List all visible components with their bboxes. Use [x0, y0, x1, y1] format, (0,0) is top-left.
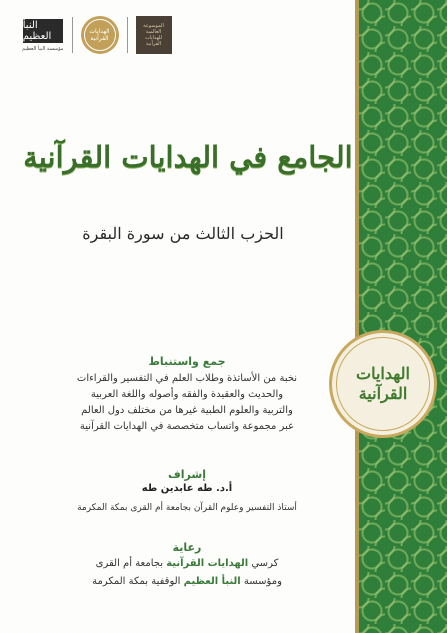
collect-line: والتربية والعلوم الطبية غيرها من مختلف دول العالم [81, 405, 293, 416]
book-subtitle: الحزب الثالث من سورة البقرة [82, 224, 284, 243]
nabaa-logo [22, 19, 64, 52]
header-logos [22, 10, 172, 60]
supervision-heading: إشراف [168, 468, 206, 481]
collect-line: والحديث والعقيدة والفقه وأصوله واللغة العربية [90, 389, 284, 400]
nabaa-logo-mark: النبأ العظيم [23, 19, 63, 43]
sponsor-2-highlight: النبأ العظيم [183, 576, 241, 587]
hidayat-chair-logo [81, 16, 119, 54]
nabaa-logo-caption: مؤسسة النبأ العظيم [22, 45, 64, 52]
collect-line: عبر مجموعة واتساب متخصصة في الهدايات القرآنية [79, 421, 295, 432]
logo-divider [72, 17, 73, 53]
sponsor-2-suffix: الوقفية بمكة المكرمة [92, 576, 184, 587]
collect-text [27, 371, 347, 435]
hidayat-chair-logo-text: الهدايات القرآنية [84, 19, 116, 51]
supervisor-title: أستاذ التفسير وعلوم القرآن بجامعة أم القرى بمكة المكرمة [77, 503, 297, 513]
collect-section [27, 355, 347, 435]
medallion-text: الهدايات القرآنية [356, 364, 410, 403]
sponsor-2-prefix: ومؤسسة [240, 576, 282, 587]
sponsor-1-prefix: كرسي [248, 558, 279, 569]
sponsorship-heading: رعاية [172, 541, 202, 554]
sponsor-line-1 [27, 556, 347, 572]
medallion-ring [336, 337, 430, 431]
encyclopedia-logo: الموسوعة العالمية للهدايات القرآنية [136, 16, 172, 54]
book-title: الجامع في الهدايات القرآنية [23, 140, 353, 174]
collect-heading: جمع واستنباط [148, 355, 226, 368]
sponsor-1-highlight: الهدايات القرآنية [166, 558, 249, 569]
logo-divider [127, 17, 128, 53]
sponsor-1-suffix: بجامعة أم القرى [95, 558, 167, 569]
sponsor-line-2 [27, 574, 347, 590]
band-border [355, 0, 359, 633]
supervisor-name: أ.د. طه عابدين طه [141, 483, 233, 494]
sponsorship-section [27, 541, 347, 590]
collect-line: نخبة من الأساتذة وطلاب العلم في التفسير والقراءات [76, 373, 298, 384]
supervision-section [27, 468, 347, 516]
decorative-pattern-band [359, 0, 447, 633]
